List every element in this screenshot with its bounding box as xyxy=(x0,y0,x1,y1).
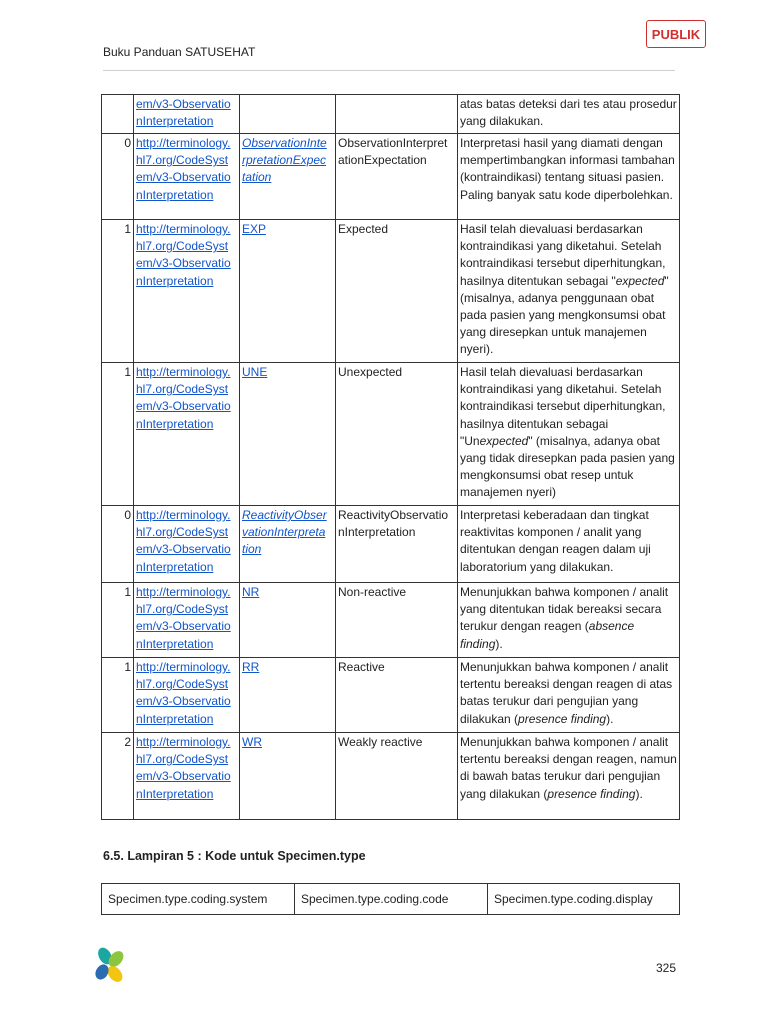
code-cell xyxy=(240,733,336,820)
display-text: nInterpretation xyxy=(338,525,416,540)
definition-text: ). xyxy=(606,711,614,726)
version-cell xyxy=(102,220,134,363)
system-cell xyxy=(134,134,240,220)
version-value: 1 xyxy=(124,660,131,674)
table-row xyxy=(102,363,680,506)
system-cell xyxy=(134,95,240,134)
system-link[interactable]: nInterpretation xyxy=(136,711,214,726)
version-cell xyxy=(102,95,134,134)
display-cell xyxy=(336,363,458,506)
system-link[interactable]: em/v3-Observatio xyxy=(136,769,231,784)
definition-text: Hasil telah dievaluasi berdasarkan kontraindikasi yang diketahui. Setelah kontraindikasi tersebut diperhitungkan, hasilnya ditentukan sebagai "Un xyxy=(460,365,666,448)
display-cell xyxy=(336,134,458,220)
specimen-header-system: Specimen.type.coding.system xyxy=(102,884,295,915)
system-cell xyxy=(134,733,240,820)
system-link[interactable]: http://terminology. xyxy=(136,222,231,236)
system-link[interactable]: em/v3-Observatio xyxy=(136,619,231,634)
table-row xyxy=(102,658,680,733)
system-link[interactable]: em/v3-Observatio xyxy=(136,170,231,185)
version-value: 1 xyxy=(124,222,131,236)
definition-cell xyxy=(458,583,680,658)
system-link[interactable]: em/v3-Observatio xyxy=(136,97,231,111)
definition-text: Hasil telah dievaluasi berdasarkan kontraindikasi yang diketahui. Setelah kontraindikasi tersebut diperhitungkan, hasilnya ditentukan sebagai " xyxy=(460,222,666,288)
version-cell xyxy=(102,733,134,820)
version-value: 1 xyxy=(124,585,131,599)
system-link[interactable]: em/v3-Observatio xyxy=(136,256,231,271)
code-cell xyxy=(240,95,336,134)
section-heading: 6.5. Lampiran 5 : Kode untuk Specimen.type xyxy=(103,849,366,863)
system-link[interactable]: em/v3-Observatio xyxy=(136,399,231,414)
version-value: 2 xyxy=(124,735,131,749)
system-cell xyxy=(134,583,240,658)
definition-text: atas batas deteksi dari tes atau prosedur yang dilakukan. xyxy=(460,97,677,129)
system-link[interactable]: hl7.org/CodeSyst xyxy=(136,602,229,617)
definition-cell xyxy=(458,95,680,134)
system-link[interactable]: http://terminology. xyxy=(136,735,231,749)
system-link[interactable]: hl7.org/CodeSyst xyxy=(136,752,229,767)
table-row xyxy=(102,506,680,583)
definition-text: presence finding xyxy=(518,711,607,726)
system-link[interactable]: nInterpretation xyxy=(136,786,214,801)
system-link[interactable]: em/v3-Observatio xyxy=(136,694,231,709)
code-link[interactable]: rpretationExpec xyxy=(242,153,327,168)
specimen-header-display: Specimen.type.coding.display xyxy=(488,884,680,915)
definition-text: Interpretasi hasil yang diamati dengan mempertimbangkan informasi tambahan (kontraindikasi) tentang situasi pasien. Paling banyak satu kode diperbolehkan. xyxy=(460,136,675,202)
code-link[interactable]: UNE xyxy=(242,365,268,379)
table-row xyxy=(102,220,680,363)
version-cell xyxy=(102,506,134,583)
table-row xyxy=(102,95,680,134)
display-cell xyxy=(336,95,458,134)
code-link[interactable]: WR xyxy=(242,735,262,749)
definition-text: " (misalnya, adanya obat yang tidak diresepkan pada pasien yang mengkonsumsi obat resep untuk manajemen nyeri) xyxy=(460,433,675,500)
display-text: ReactivityObservatio xyxy=(338,508,449,522)
specimen-header-code: Specimen.type.coding.code xyxy=(295,884,488,915)
system-link[interactable]: nInterpretation xyxy=(136,636,214,651)
system-link[interactable]: nInterpretation xyxy=(136,273,214,288)
definition-text: Interpretasi keberadaan dan tingkat reaktivitas komponen / analit yang ditentukan dengan reagen dalam uji laboratorium yang dilakukan. xyxy=(460,508,651,574)
definition-text: presence finding xyxy=(547,786,636,801)
specimen-type-table xyxy=(101,883,680,915)
definition-text: ). xyxy=(495,636,503,651)
definition-cell xyxy=(458,658,680,733)
display-text: ObservationInterpret xyxy=(338,136,448,150)
system-link[interactable]: hl7.org/CodeSyst xyxy=(136,525,229,540)
system-link[interactable]: em/v3-Observatio xyxy=(136,542,231,557)
code-link[interactable]: tation xyxy=(242,170,272,185)
publik-badge: PUBLIK xyxy=(646,20,706,48)
system-cell xyxy=(134,658,240,733)
version-value: 0 xyxy=(124,136,131,150)
definition-text: absence finding xyxy=(460,619,635,651)
version-cell xyxy=(102,134,134,220)
definition-text: expected xyxy=(615,273,665,288)
definition-cell xyxy=(458,506,680,583)
display-text: ationExpectation xyxy=(338,153,427,168)
definition-cell xyxy=(458,363,680,506)
header-divider xyxy=(103,70,675,71)
version-cell xyxy=(102,363,134,506)
code-cell xyxy=(240,134,336,220)
display-text: Weakly reactive xyxy=(338,735,423,749)
code-cell xyxy=(240,220,336,363)
code-link[interactable]: RR xyxy=(242,660,260,674)
definition-cell xyxy=(458,134,680,220)
code-link[interactable]: EXP xyxy=(242,222,267,236)
display-cell xyxy=(336,583,458,658)
system-link[interactable]: hl7.org/CodeSyst xyxy=(136,677,229,692)
display-text: Reactive xyxy=(338,660,385,674)
code-link[interactable]: NR xyxy=(242,585,260,599)
code-link[interactable]: ReactivityObser xyxy=(242,508,327,522)
code-link[interactable]: ObservationInte xyxy=(242,136,327,150)
definition-text: " (misalnya, adanya penggunaan obat pada pasien yang mengkonsumsi obat yang diresepkan untuk manajemen nyeri). xyxy=(460,273,669,357)
table-row xyxy=(102,583,680,658)
system-cell xyxy=(134,506,240,583)
definition-cell xyxy=(458,733,680,820)
system-link[interactable]: hl7.org/CodeSyst xyxy=(136,153,229,168)
system-link[interactable]: nInterpretation xyxy=(136,416,214,431)
system-link[interactable]: http://terminology. xyxy=(136,365,231,379)
display-cell xyxy=(336,658,458,733)
display-cell xyxy=(336,220,458,363)
page-number: 325 xyxy=(656,961,677,975)
system-link[interactable]: http://terminology. xyxy=(136,136,231,150)
display-cell xyxy=(336,506,458,583)
definition-text: Menunjukkan bahwa komponen / analit tertentu bereaksi dengan reagen di atas batas terukur dari pengujian yang dilakukan ( xyxy=(460,660,673,726)
definition-cell xyxy=(458,220,680,363)
code-link[interactable]: tion xyxy=(242,542,262,557)
code-link[interactable]: vationInterpreta xyxy=(242,525,326,540)
system-link[interactable]: http://terminology. xyxy=(136,508,231,522)
table-row xyxy=(102,134,680,220)
definition-text: ). xyxy=(635,786,643,801)
document-title: Buku Panduan SATUSEHAT xyxy=(103,45,256,59)
table-row xyxy=(102,733,680,820)
code-cell xyxy=(240,363,336,506)
system-link[interactable]: nInterpretation xyxy=(136,114,214,129)
definition-text: Menunjukkan bahwa komponen / analit yang ditentukan tidak bereaksi secara terukur dengan reagen ( xyxy=(460,585,669,634)
definition-text: Menunjukkan bahwa komponen / analit tertentu bereaksi dengan reagen, namun di bawah batas terukur dari pengujian yang dilakukan ( xyxy=(460,735,677,801)
code-cell xyxy=(240,583,336,658)
code-cell xyxy=(240,506,336,583)
system-link[interactable]: nInterpretation xyxy=(136,559,214,574)
interpretation-code-table xyxy=(101,94,680,820)
specimen-header-row xyxy=(102,884,680,915)
display-text: Unexpected xyxy=(338,365,403,379)
version-value: 0 xyxy=(124,508,131,522)
system-link[interactable]: hl7.org/CodeSyst xyxy=(136,382,229,397)
version-cell xyxy=(102,583,134,658)
system-link[interactable]: http://terminology. xyxy=(136,585,231,599)
system-link[interactable]: hl7.org/CodeSyst xyxy=(136,239,229,254)
satusehat-logo xyxy=(92,946,128,986)
display-cell xyxy=(336,733,458,820)
definition-text: expected xyxy=(479,433,529,448)
system-link[interactable]: nInterpretation xyxy=(136,187,214,202)
version-value: 1 xyxy=(124,365,131,379)
display-text: Non-reactive xyxy=(338,585,407,599)
interpretation-table-body xyxy=(102,95,680,820)
system-cell xyxy=(134,220,240,363)
display-text: Expected xyxy=(338,222,389,236)
system-cell xyxy=(134,363,240,506)
system-link[interactable]: http://terminology. xyxy=(136,660,231,674)
code-cell xyxy=(240,658,336,733)
version-cell xyxy=(102,658,134,733)
